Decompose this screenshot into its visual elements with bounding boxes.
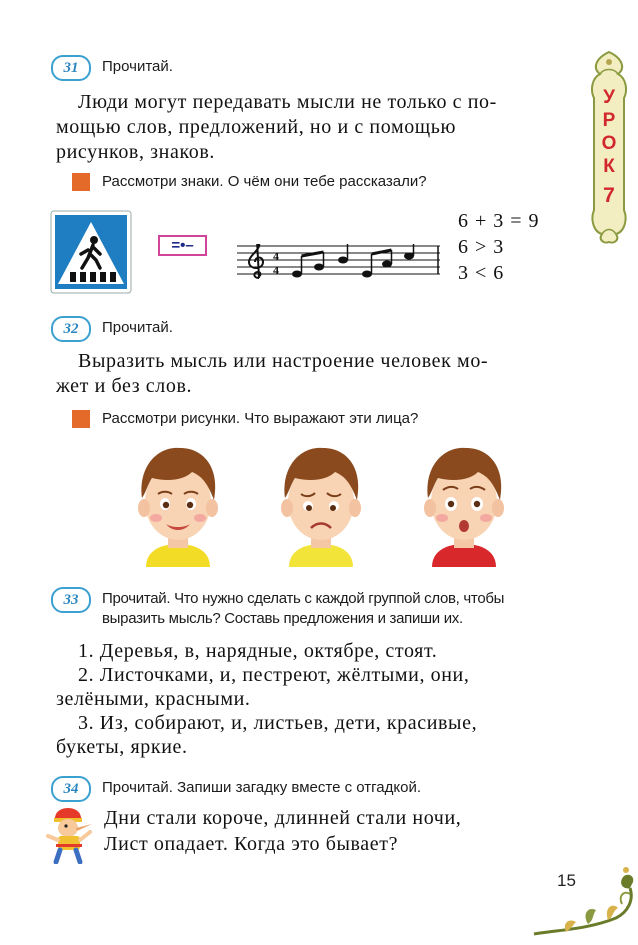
task-text: Рассмотри знаки. О чём они тебе рассказали?	[102, 173, 427, 190]
lesson-letter: Р	[602, 110, 616, 131]
exercise-number-badge: 33	[51, 587, 91, 613]
lesson-tab	[586, 50, 632, 244]
text-line: Люди могут передавать мысли не только с по-	[78, 91, 497, 113]
sad-boy-face-icon	[275, 442, 367, 567]
word-groups	[56, 639, 583, 759]
exercise-number-badge: 31	[51, 55, 91, 81]
instruction-line: выразить мысль? Составь предложения и запиши их.	[102, 610, 463, 627]
svg-text:4: 4	[273, 263, 279, 277]
svg-text:4: 4	[273, 249, 279, 263]
page-number: 15	[557, 871, 576, 890]
word-group-line: 3. Из, собирают, и, листьев, дети, красивые,	[78, 712, 478, 734]
exercise-text	[56, 349, 583, 399]
corner-ornament-icon	[526, 860, 638, 940]
math-line: 3 < 6	[458, 262, 505, 284]
math-expressions	[458, 208, 540, 286]
math-line: 6 > 3	[458, 236, 505, 258]
exercise-instruction: Прочитай. Запиши загадку вместе с отгадкой.	[102, 779, 421, 796]
lesson-letter: К	[603, 156, 615, 177]
exercise-number-badge: 32	[51, 316, 91, 342]
word-group-line: 1. Деревья, в, нарядные, октябре, стоят.	[78, 640, 438, 662]
lesson-number: 7	[603, 184, 615, 207]
text-line: Выразить мысль или настроение человек мо-	[78, 350, 489, 372]
music-staff-icon	[237, 244, 440, 277]
task-marker-icon	[72, 410, 90, 428]
surprised-boy-face-icon	[418, 442, 510, 567]
riddle-line: Дни стали короче, длинней стали ночи,	[104, 807, 462, 829]
lesson-letter: О	[601, 133, 617, 154]
riddle-text	[104, 805, 461, 857]
exercise-instruction	[102, 589, 504, 629]
exercise-number-badge: 34	[51, 776, 91, 802]
instruction-line: Прочитай. Что нужно сделать с каждой группой слов, чтобы	[102, 590, 505, 607]
word-group-line: букеты, яркие.	[56, 736, 188, 758]
exercise-text	[56, 90, 583, 165]
pinocchio-character-icon	[46, 806, 98, 864]
task-text: Рассмотри рисунки. Что выражают эти лица?	[102, 410, 419, 427]
riddle-line: Лист опадает. Когда это бывает?	[104, 833, 399, 855]
exercise-instruction: Прочитай.	[102, 319, 173, 336]
math-line: 6 + 3 = 9	[458, 210, 540, 232]
text-line: рисунков, знаков.	[56, 141, 215, 163]
text-line: жет и без слов.	[56, 375, 193, 397]
exercise-instruction: Прочитай.	[102, 58, 173, 75]
pedestrian-crossing-sign-icon	[50, 210, 132, 294]
text-line: мощью слов, предложений, но и с помощью	[56, 116, 457, 138]
task-marker-icon	[72, 173, 90, 191]
lesson-letter: У	[603, 87, 615, 108]
word-group-line: 2. Листочками, и, пестреют, жёлтыми, они,	[78, 664, 470, 686]
morse-code-sign: =•–	[158, 235, 207, 256]
word-group-line: зелёными, красными.	[56, 688, 251, 710]
happy-boy-face-icon	[132, 442, 224, 567]
